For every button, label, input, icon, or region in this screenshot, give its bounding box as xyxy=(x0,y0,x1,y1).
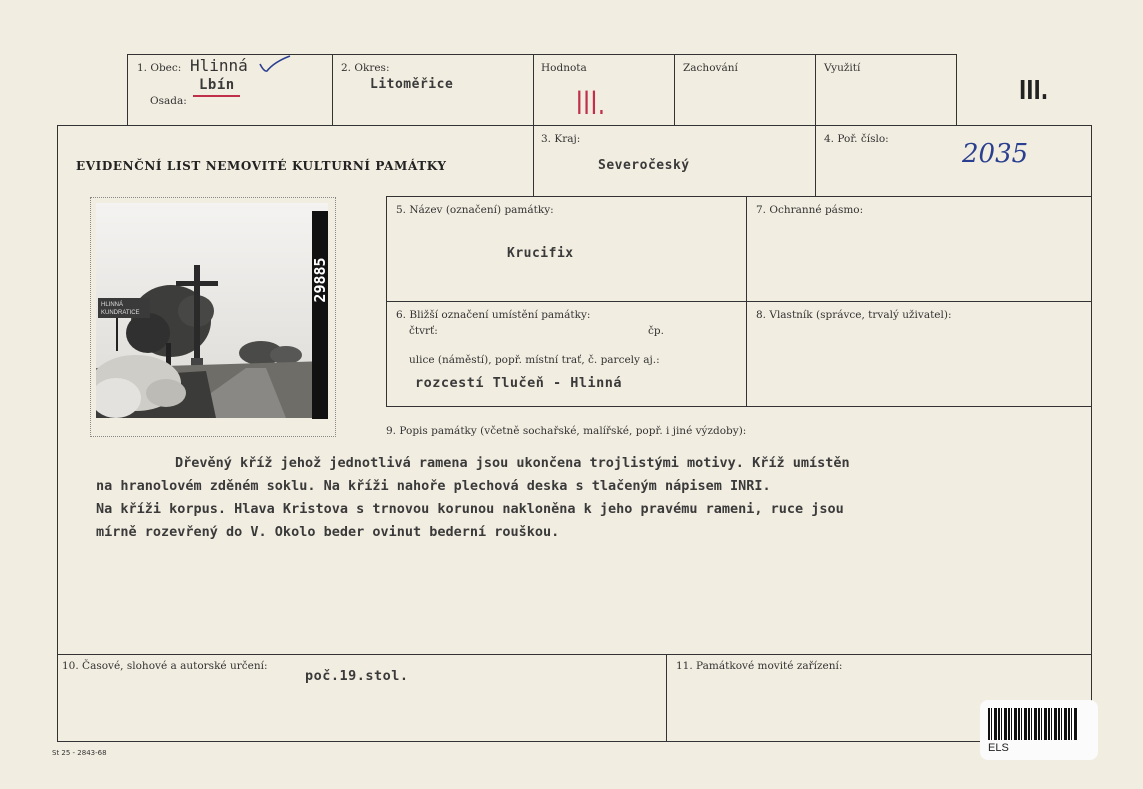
grid-mid-horizontal xyxy=(386,301,1092,302)
crucifix-photo-image xyxy=(96,203,328,418)
osada-underline xyxy=(193,95,240,97)
main-right-border xyxy=(1091,125,1092,742)
osada-label: Osada: xyxy=(150,95,187,107)
blizsi-label: 6. Bližší označení umístění památky: xyxy=(396,309,591,321)
hodnota-value: III. xyxy=(576,84,606,122)
vlastnik-label: 8. Vlastník (správce, trvalý uživatel): xyxy=(756,309,952,321)
vyuziti-label: Využití xyxy=(824,62,861,74)
obec-value: Hlinná xyxy=(190,56,248,75)
kraj-value: Severočeský xyxy=(598,158,690,173)
divider-hodnota-zachovani xyxy=(674,54,675,125)
ochranne-label: 7. Ochranné pásmo: xyxy=(756,204,864,216)
sign-text-2: KUNDRATICE xyxy=(101,310,140,316)
bottom-section-divider xyxy=(666,654,667,742)
monument-photo xyxy=(96,203,328,418)
barcode-label: ELS xyxy=(988,742,1009,754)
divider-obec-okres xyxy=(332,54,333,125)
okres-label: 2. Okres: xyxy=(341,62,390,74)
main-left-border xyxy=(57,125,58,742)
kraj-label: 3. Kraj: xyxy=(541,133,581,145)
footer-code: St 25 - 2843-68 xyxy=(52,749,107,757)
top-row-top-border xyxy=(127,54,957,55)
top-row-left-border xyxy=(127,54,128,125)
osada-value: Lbín xyxy=(199,77,235,93)
description-line: Na kříži korpus. Hlava Kristova s trnovou korunou nakloněna k jeho pravému rameni, ruce jsou xyxy=(96,501,844,517)
ulice-value: rozcestí Tlučeň - Hlinná xyxy=(415,375,623,391)
photo-number-strip xyxy=(312,211,328,419)
nazev-value: Krucifix xyxy=(507,246,574,261)
checkmark-icon xyxy=(258,54,292,76)
description-line: na hranolovém zděném soklu. Na kříži nahoře plechová deska s tlačeným nápisem INRI. xyxy=(96,478,771,494)
obec-label: 1. Obec: xyxy=(137,62,182,74)
bottom-section-top xyxy=(57,654,1092,655)
popis-label: 9. Popis památky (včetně sochařské, malířské, popř. i jiné výzdoby): xyxy=(386,425,747,437)
top-row-right-border xyxy=(956,54,957,125)
movite-label: 11. Památkové movité zařízení: xyxy=(676,660,843,672)
description-line: mírně rozevřený do V. Okolo beder ovinut bederní rouškou. xyxy=(96,524,560,540)
nazev-label: 5. Název (označení) památky: xyxy=(396,204,554,216)
photo-number: 29885 xyxy=(311,257,329,303)
hodnota-label: Hodnota xyxy=(541,62,587,74)
casove-value: poč.19.stol. xyxy=(305,668,409,684)
ctvrt-label: čtvrť: xyxy=(409,325,438,337)
grid-bottom xyxy=(386,406,1092,407)
zachovani-label: Zachování xyxy=(683,62,738,74)
por-cislo-label: 4. Poř. číslo: xyxy=(824,133,889,145)
grid-top xyxy=(386,196,1092,197)
description-line: Dřevěný kříž jehož jednotlivá ramena jsou ukončena trojlistými motivy. Kříž umístěn xyxy=(175,455,850,471)
cp-label: čp. xyxy=(648,325,664,337)
casove-label: 10. Časové, slohové a autorské určení: xyxy=(62,660,268,672)
main-bottom-border xyxy=(57,741,1092,742)
main-top-border xyxy=(57,125,1092,126)
barcode-sticker xyxy=(980,700,1098,760)
ulice-label: ulice (náměstí), popř. místní trať, č. parcely aj.: xyxy=(409,354,660,366)
margin-mark: III. xyxy=(1019,76,1049,106)
okres-value: Litoměřice xyxy=(370,77,454,92)
sign-text-1: HLINNÁ xyxy=(101,302,124,308)
por-cislo-value: 2035 xyxy=(962,139,1029,169)
form-title: EVIDENČNÍ LIST NEMOVITÉ KULTURNÍ PAMÁTKY xyxy=(76,159,447,173)
barcode xyxy=(988,708,1078,740)
